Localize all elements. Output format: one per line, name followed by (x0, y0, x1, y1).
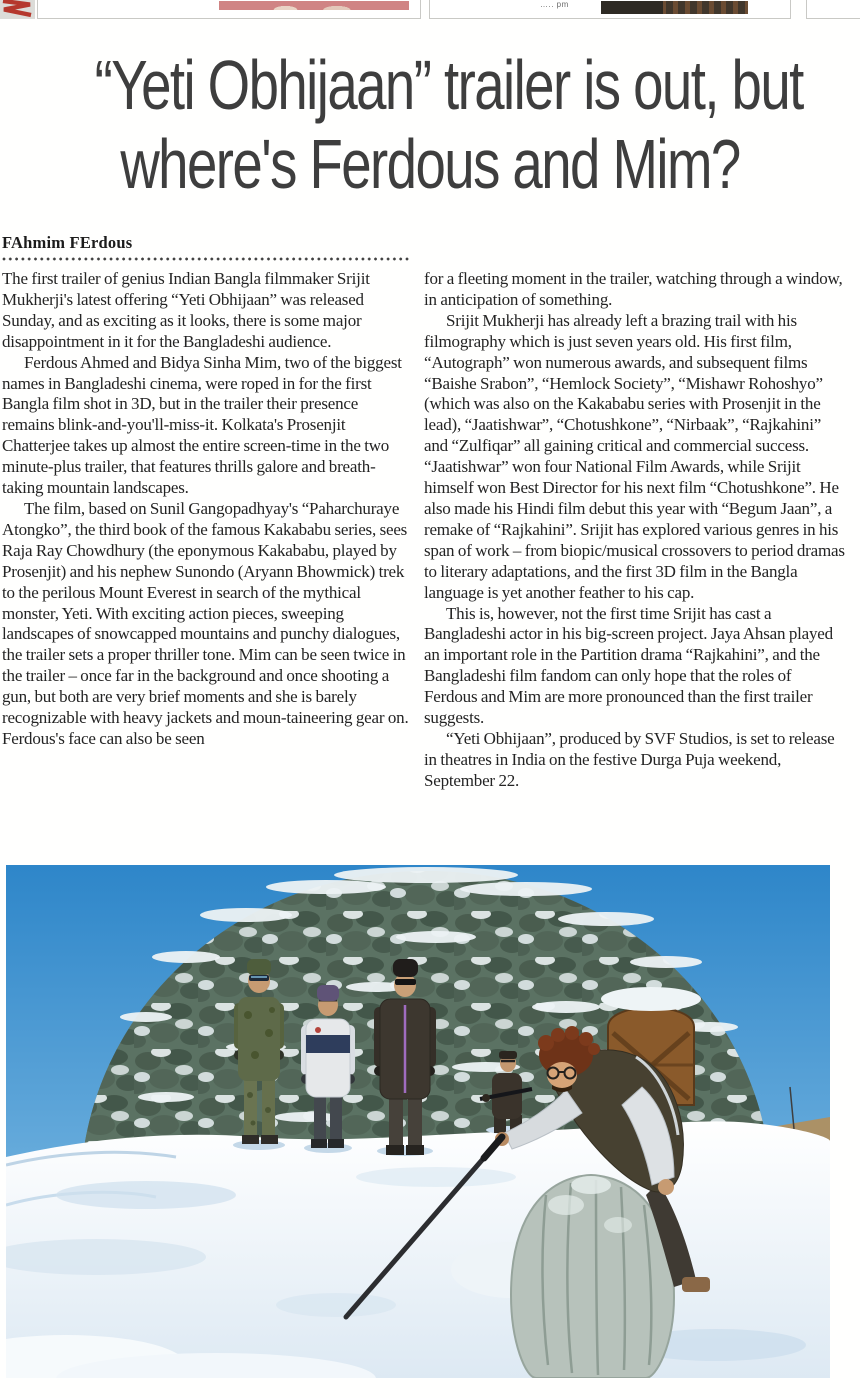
card-fragment-right[interactable] (806, 0, 860, 19)
card-thumbnail-pink (219, 1, 409, 10)
yeti-figure (511, 1175, 674, 1378)
paragraph: Srijit Mukherji has already left a brazing trail with his filmography which is just seven years old. His first film, “Autograph” won numerous awards, and subsequent films “Baishe Srabon”, “Hemlock Society”, “Mishawr Rohoshyo” (which was also on the Kakababu series with Prosenjit in the lead), “Jaatishwar”, “Chotushkone”, “Nirbaak”, “Rajkahini” and “Zulfiqar” all gaining critical and commercial success. “Jaatishwar” won four National Film Awards, while Srijit himself won Best Director for his next film “Chotushkone”. He also made his Hindi film debut this year with “Begum Jaan”, a remake of “Rajkahini”. Srijit has explored various genres in his span of work – from biopic/musical crossovers to period dramas to literary adaptations, and the first 3D film in the Bangla language is yet another feather to his cap. (424, 310, 845, 602)
article-column-2 (424, 269, 846, 792)
paragraph: “Yeti Obhijaan”, produced by SVF Studios, is set to release in theatres in India on the festive Durga Puja weekend, September 22. (424, 728, 835, 790)
article-headline (94, 46, 803, 204)
paragraph: The film, based on Sunil Gangopadhyay's “Paharchuraye Atongko”, the third book of the famous Kakababu series, sees Raja Ray Chowdhury (the eponymous Kakababu, played by Prosenjit) and his nephew Sunondo (Aryann Bhowmick) trek to the perilous Mount Everest in search of the mythical monster, Yeti. With exciting action pieces, sweeping landscapes of snowcapped mountains and punchy dialogues, the trailer sets a proper thriller tone. Mim can be seen twice in the trailer – once far in the background and once shooting a gun, but both are very brief moments and she is barely recognizable with heavy jackets and moun-taineering gear on. Ferdous's face can also be seen (2, 498, 409, 748)
byline-dotted-rule (2, 257, 409, 261)
caption-fragment: ….. pm (540, 0, 569, 9)
article-photo (6, 865, 830, 1378)
card-thumbnail-dark (601, 1, 748, 14)
paragraph: This is, however, not the first time Srijit has cast a Bangladeshi actor in his big-screen project. Jaya Ahsan played an important role in the Partition drama “Rajkahini”, and the Bangladeshi film fandom can only hope that the roles of Ferdous and Mim are more pronounced than the first trailer suggests. (424, 603, 833, 728)
masthead-fragment (0, 0, 35, 19)
byline: FAhmim FErdous (2, 233, 133, 252)
card-fragment-left[interactable] (37, 0, 421, 19)
paragraph: The first trailer of genius Indian Bangla filmmaker Srijit Mukherji's latest offering “Yeti Obhijaan” was released Sunday, and as exciting as it looks, there is some major disappointment in it for the Bangladeshi audience. (2, 269, 370, 351)
snow-ground (6, 1121, 830, 1378)
paragraph: for a fleeting moment in the trailer, watching through a window, in anticipation of something. (424, 269, 843, 309)
paragraph: Ferdous Ahmed and Bidya Sinha Mim, two of the biggest names in Bangladeshi cinema, were roped in for the first Bangla film shot in 3D, but in the trailer their presence remains blink-and-you'll-miss-it. Kolkata's Prosenjit Chatterjee takes up almost the entire screen-time in the two minute-plus trailer, that features thrills galore and breath-taking mountain landscapes. (2, 352, 402, 498)
article-column-1 (2, 269, 411, 750)
headline-line-1: “Yeti Obhijaan” trailer is out, but (94, 46, 803, 124)
headline-line-2: where's Ferdous and Mim? (120, 125, 740, 203)
photo-illustration (6, 865, 830, 1378)
card-fragment-middle[interactable] (429, 0, 791, 19)
logo-s-icon (0, 0, 35, 19)
